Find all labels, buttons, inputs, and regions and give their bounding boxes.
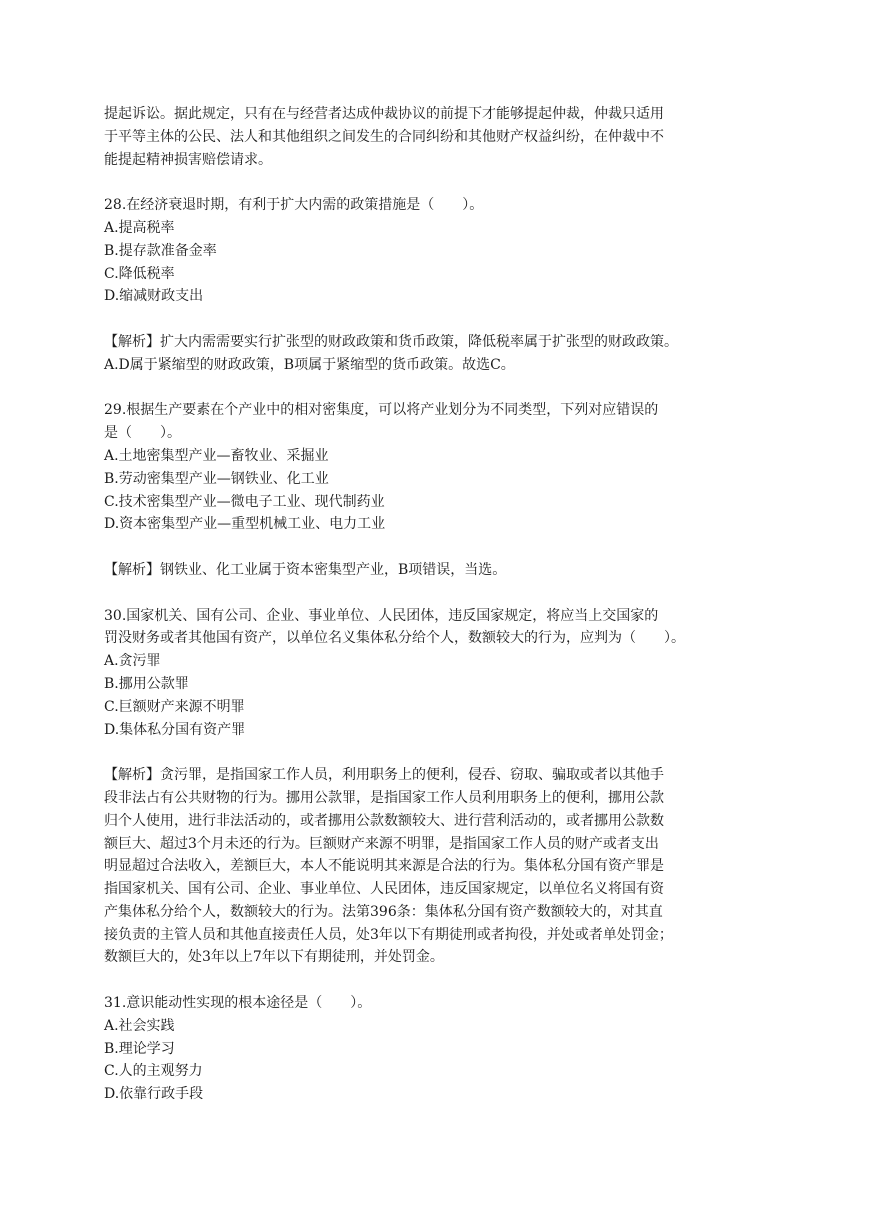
option-b: B.提存款准备金率 xyxy=(104,242,217,259)
intro-line: 提起诉讼。据此规定，只有在与经营者达成仲裁协议的前提下才能够提起仲裁，仲裁只适用 xyxy=(104,106,664,122)
analysis-line: 【解析】扩大内需需要实行扩张型的财政政策和货币政策，降低税率属于扩张型的财政政策。 xyxy=(104,333,678,350)
analysis-line: A.D属于紧缩型的财政政策，B项属于紧缩型的货币政策。故选C。 xyxy=(104,356,515,373)
option-a: A.社会实践 xyxy=(104,1017,175,1034)
option-d: D.缩减财政支出 xyxy=(104,288,204,305)
option-a: A.贪污罪 xyxy=(104,653,161,670)
option-c: C.降低税率 xyxy=(104,265,175,282)
option-b: B.挪用公款罪 xyxy=(104,675,189,692)
option-b: B.理论学习 xyxy=(104,1040,175,1057)
document-page xyxy=(104,103,768,1106)
analysis-30 xyxy=(104,764,768,969)
question-30 xyxy=(104,605,768,742)
intro-line: 于平等主体的公民、法人和其他组织之间发生的合同纠纷和其他财产权益纠纷，在仲裁中不 xyxy=(104,128,664,145)
analysis-line: 段非法占有公共财物的行为。挪用公款罪，是指国家工作人员利用职务上的便利，挪用公款 xyxy=(104,789,664,806)
analysis-28 xyxy=(104,331,768,377)
intro-paragraph xyxy=(104,103,768,171)
question-28 xyxy=(104,194,768,308)
analysis-line: 接负责的主管人员和其他直接责任人员，处3年以下有期徒刑或者拘役，并处或者单处罚金； xyxy=(104,926,673,943)
intro-line: 能提起精神损害赔偿请求。 xyxy=(104,151,272,168)
option-a: A.提高税率 xyxy=(104,219,175,236)
option-c: C.人的主观努力 xyxy=(104,1063,203,1080)
analysis-29 xyxy=(104,559,768,582)
question-stem: 29.根据生产要素在个产业中的相对密集度，可以将产业划分为不同类型，下列对应错误的 xyxy=(104,402,659,419)
analysis-line: 【解析】贪污罪，是指国家工作人员，利用职务上的便利，侵吞、窃取、骗取或者以其他手 xyxy=(104,767,664,784)
option-d: D.资本密集型产业—重型机械工业、电力工业 xyxy=(104,516,386,533)
question-stem: 是（ ）。 xyxy=(104,425,181,442)
analysis-line: 产集体私分给个人，数额较大的行为。法第396条：集体私分国有资产数额较大的，对其直 xyxy=(104,903,663,920)
analysis-line: 【解析】钢铁业、化工业属于资本密集型产业，B项错误，当选。 xyxy=(104,561,507,578)
option-a: A.土地密集型产业—畜牧业、采掘业 xyxy=(104,447,329,464)
analysis-line: 数额巨大的，处3年以上7年以下有期徒刑，并处罚金。 xyxy=(104,949,444,966)
analysis-line: 归个人使用，进行非法活动的，或者挪用公款数额较大、进行营利活动的，或者挪用公款数 xyxy=(104,812,664,829)
analysis-line: 指国家机关、国有公司、企业、事业单位、人民团体，违反国家规定，以单位名义将国有资 xyxy=(104,881,664,898)
analysis-line: 额巨大、超过3个月未还的行为。巨额财产来源不明罪，是指国家工作人员的财产或者支出 xyxy=(104,835,659,852)
option-b: B.劳动密集型产业—钢铁业、化工业 xyxy=(104,470,329,487)
option-c: C.巨额财产来源不明罪 xyxy=(104,698,245,715)
question-stem: 罚没财务或者其他国有资产，以单位名义集体私分给个人，数额较大的行为，应判为（ ）。 xyxy=(104,630,685,647)
option-c: C.技术密集型产业—微电子工业、现代制药业 xyxy=(104,493,385,510)
question-29 xyxy=(104,399,768,536)
question-stem: 30.国家机关、国有公司、企业、事业单位、人民团体，违反国家规定，将应当上交国家的 xyxy=(104,607,659,624)
analysis-line: 明显超过合法收入，差额巨大，本人不能说明其来源是合法的行为。集体私分国有资产罪是 xyxy=(104,858,664,875)
option-d: D.集体私分国有资产罪 xyxy=(104,721,246,738)
question-stem: 31.意识能动性实现的根本途径是（ ）。 xyxy=(104,995,372,1012)
option-d: D.依靠行政手段 xyxy=(104,1086,204,1103)
question-stem: 28.在经济衰退时期，有利于扩大内需的政策措施是（ ）。 xyxy=(104,197,484,214)
question-31 xyxy=(104,992,768,1106)
